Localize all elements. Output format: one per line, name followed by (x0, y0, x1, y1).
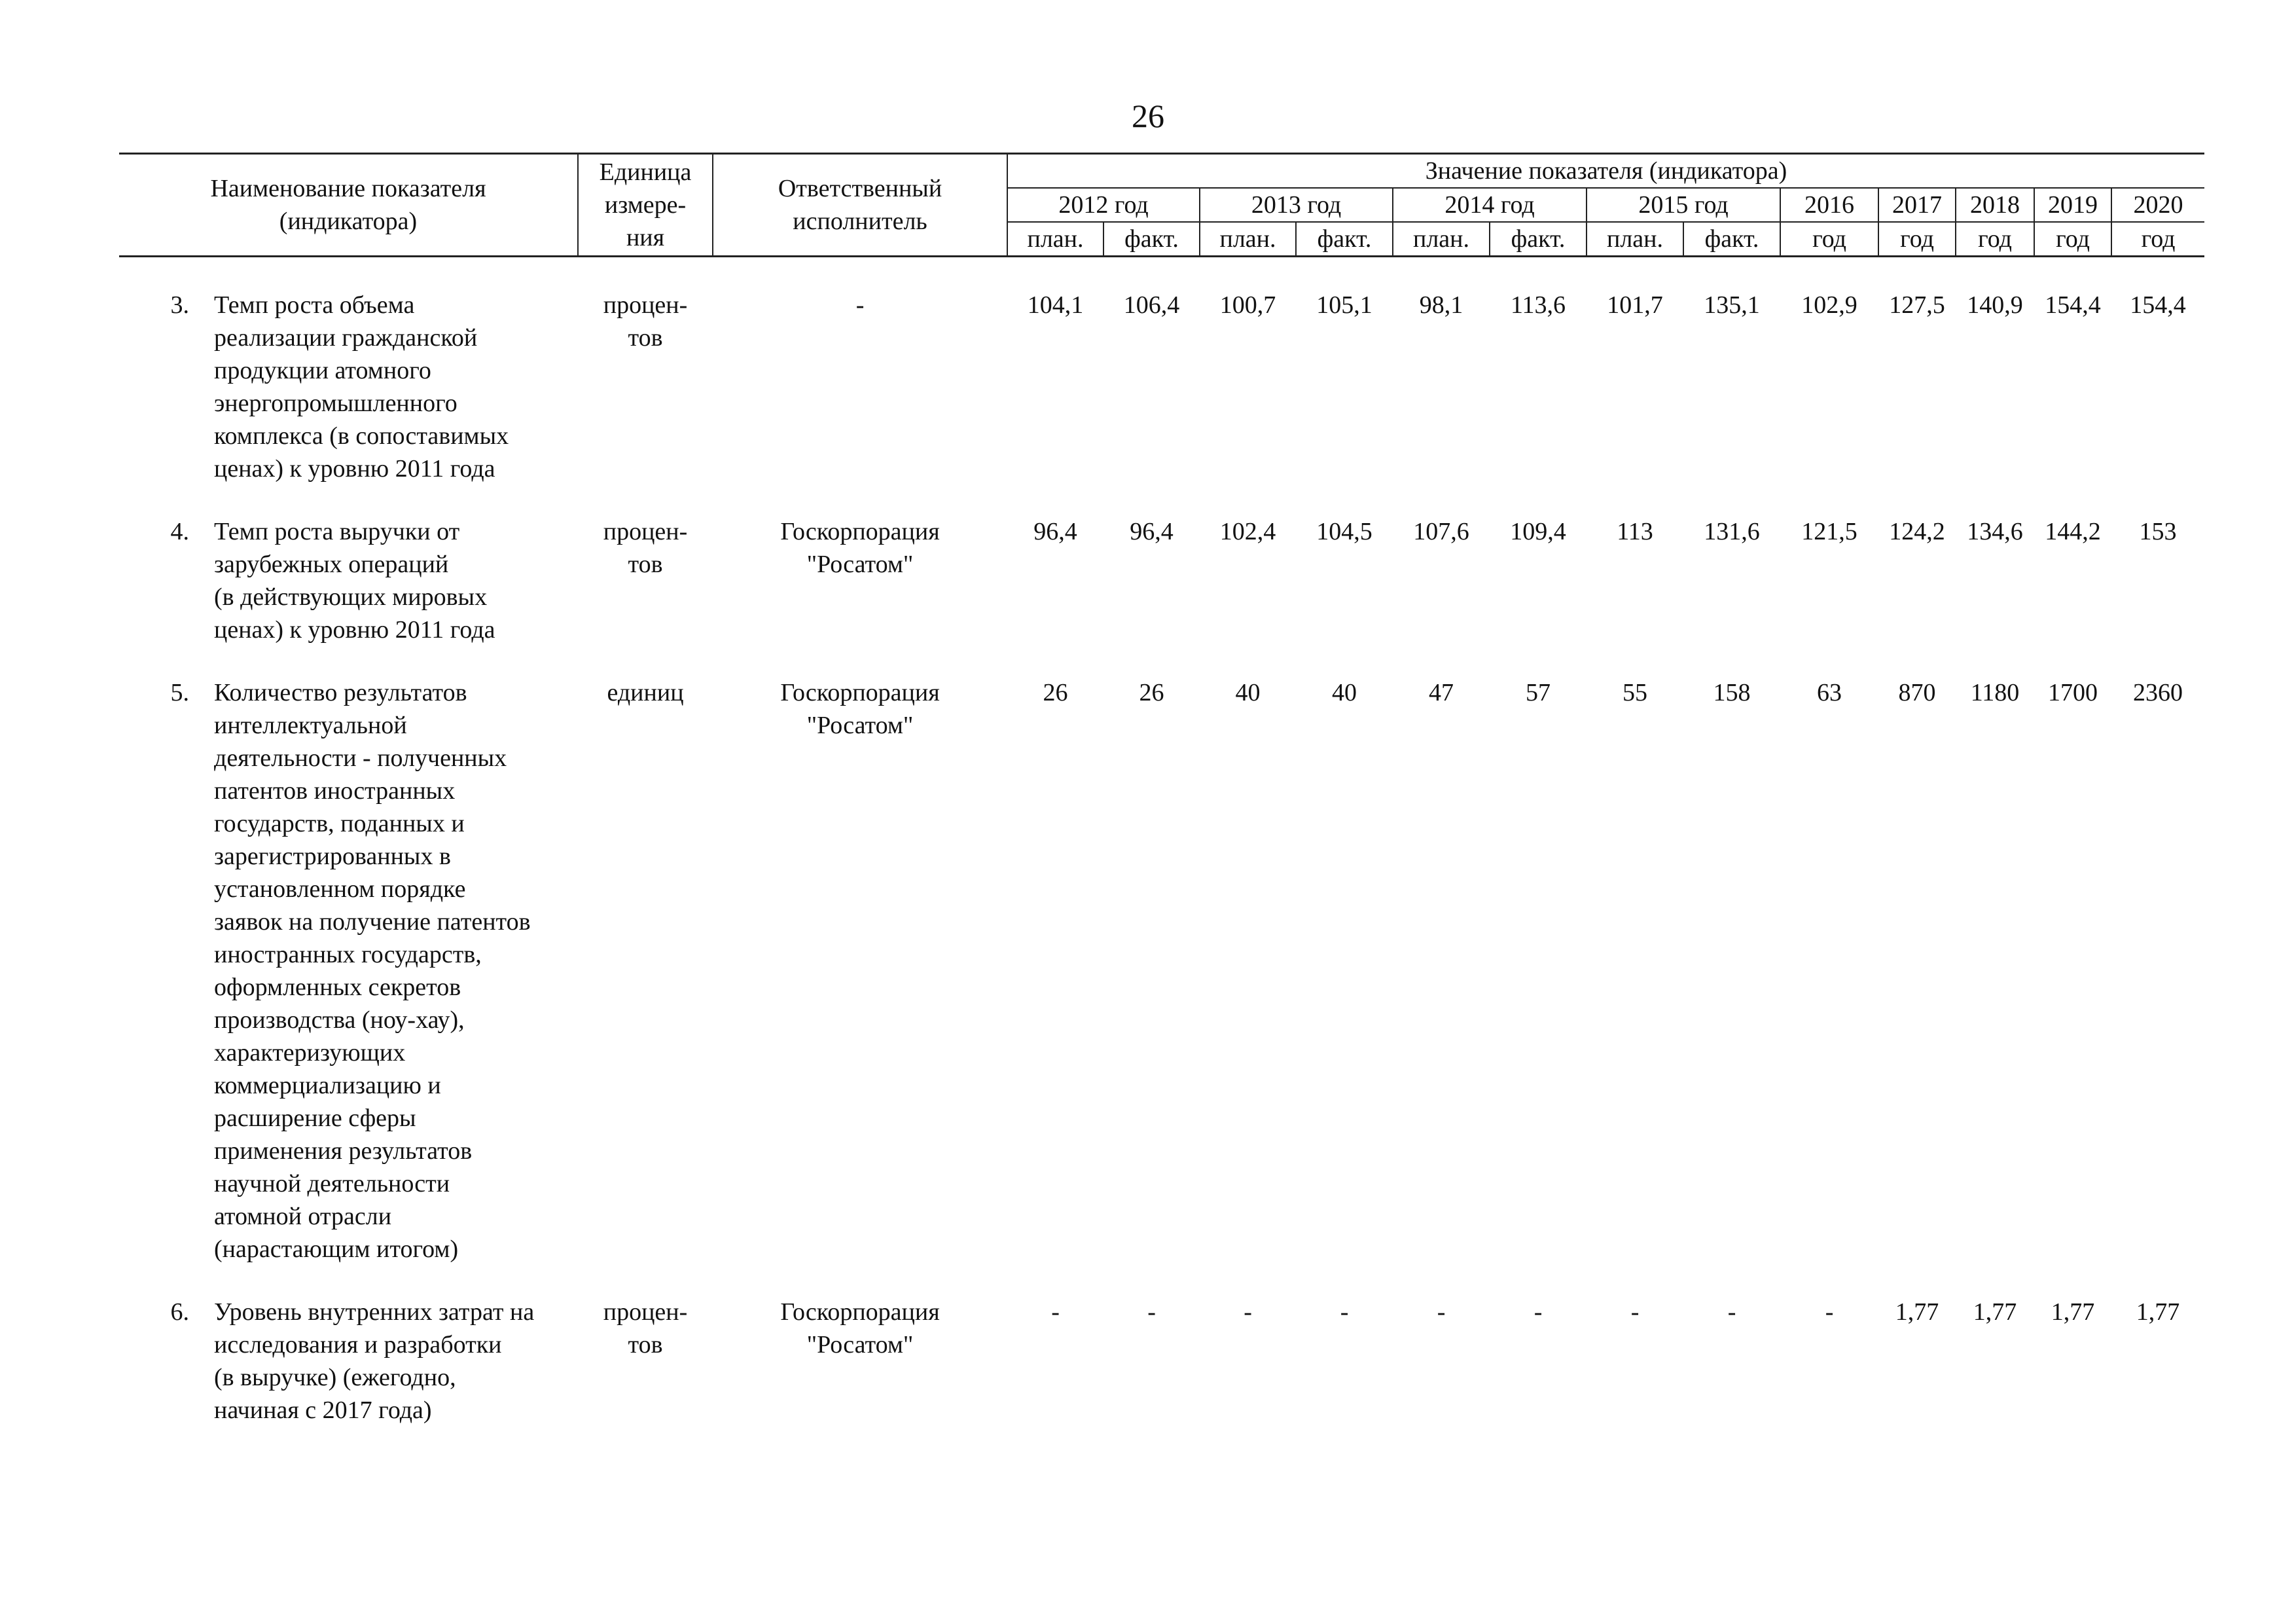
responsible-line: - (855, 291, 865, 319)
unit-header-line: Единица (599, 158, 692, 186)
value-cell: 96,4 (1033, 518, 1077, 545)
value-cell: 154,4 (2045, 291, 2101, 319)
value-cell: 107,6 (1413, 518, 1469, 545)
unit-line: процен- (603, 1298, 688, 1326)
row-number: 4. (170, 518, 189, 545)
value-cell: 153 (2139, 518, 2177, 545)
indicator-name-line: комплекса (в сопоставимых (214, 422, 509, 450)
value-cell: 105,1 (1316, 291, 1372, 319)
year-2018-header: 2018 (1956, 188, 2034, 222)
indicator-name-line: установленном порядке (214, 875, 466, 903)
fact-header: факт. (1296, 222, 1393, 257)
value-cell: 1,77 (2051, 1298, 2095, 1326)
value-cell: 106,4 (1123, 291, 1180, 319)
responsible-column-header (713, 154, 1007, 257)
year-2013-header: 2013 год (1200, 188, 1393, 222)
unit-header-line: ния (626, 224, 665, 251)
value-cell: 109,4 (1510, 518, 1566, 545)
fact-header: факт. (1683, 222, 1780, 257)
table-header (119, 154, 2204, 257)
value-cell: 63 (1817, 679, 1842, 706)
year-word-header: год (1878, 222, 1956, 257)
unit-line: тов (628, 551, 663, 578)
value-cell: - (1147, 1298, 1156, 1326)
indicator-name-line: оформленных секретов (214, 974, 461, 1001)
year-2014-header: 2014 год (1393, 188, 1587, 222)
year-word-header: год (2111, 222, 2204, 257)
value-cell: 1,77 (1973, 1298, 2017, 1326)
indicator-name-line: атомной отрасли (214, 1203, 392, 1230)
unit-line: тов (628, 324, 663, 352)
value-cell: 26 (1139, 679, 1164, 706)
row-number: 6. (170, 1298, 189, 1326)
indicator-name (205, 676, 578, 1266)
indicator-name-line: (в выручке) (ежегодно, (214, 1364, 456, 1391)
responsible-line: "Росатом" (806, 1331, 914, 1359)
indicator-name-line: характеризующих (214, 1039, 406, 1067)
unit-line: тов (628, 1331, 663, 1359)
value-cell: 98,1 (1419, 291, 1463, 319)
value-cell: 135,1 (1704, 291, 1760, 319)
unit-column-header (578, 154, 713, 257)
indicator-name-line: продукции атомного (214, 357, 431, 384)
year-2017-header: 2017 (1878, 188, 1956, 222)
value-cell: 158 (1713, 679, 1751, 706)
unit-cell (578, 1296, 713, 1427)
year-2012-header: 2012 год (1007, 188, 1200, 222)
indicator-name-line: энергопромышленного (214, 390, 457, 417)
value-cell: 131,6 (1704, 518, 1760, 545)
indicator-name (205, 515, 578, 646)
value-cell: - (1825, 1298, 1834, 1326)
indicator-name-line: ценах) к уровню 2011 года (214, 616, 495, 644)
indicator-name-line: исследования и разработки (214, 1331, 502, 1359)
value-cell: 40 (1332, 679, 1357, 706)
table-row (119, 289, 2204, 485)
year-2020-header: 2020 (2111, 188, 2204, 222)
indicator-name-line: патентов иностранных (214, 777, 456, 805)
page-number: 26 (1132, 98, 1164, 134)
indicator-name-line: применения результатов (214, 1137, 473, 1165)
value-group-header: Значение показателя (индикатора) (1007, 154, 2204, 189)
year-2015-header: 2015 год (1587, 188, 1780, 222)
value-cell: 134,6 (1967, 518, 2023, 545)
unit-line: процен- (603, 291, 688, 319)
responsible-header-line: исполнитель (793, 208, 927, 235)
indicator-name-line: заявок на получение патентов (214, 908, 531, 936)
name-header-line: Наименование показателя (210, 175, 486, 202)
plan-header: план. (1007, 222, 1103, 257)
indicator-name-line: (в действующих мировых (214, 583, 488, 611)
indicator-name-line: Темп роста выручки от (214, 518, 460, 545)
table-row (119, 676, 2204, 1266)
fact-header: факт. (1103, 222, 1200, 257)
indicator-name-line: интеллектуальной (214, 712, 407, 739)
value-cell: 1180 (1970, 679, 2020, 706)
responsible-cell (713, 1296, 1007, 1427)
value-cell: - (1051, 1298, 1060, 1326)
value-cell: 121,5 (1801, 518, 1857, 545)
year-word-header: год (1956, 222, 2034, 257)
unit-cell (578, 289, 713, 485)
value-cell: 40 (1235, 679, 1261, 706)
value-cell: 96,4 (1130, 518, 1174, 545)
value-cell: - (1630, 1298, 1640, 1326)
table-body (119, 257, 2204, 1427)
value-cell: 1,77 (2136, 1298, 2180, 1326)
year-2016-header: 2016 (1780, 188, 1878, 222)
indicator-name-line: научной деятельности (214, 1170, 450, 1197)
indicator-name-line: (нарастающим итогом) (214, 1235, 459, 1263)
indicator-name-line: зарегистрированных в (214, 843, 451, 870)
indicator-name-line: коммерциализацию и (214, 1072, 441, 1099)
indicator-name-line: государств, поданных и (214, 810, 465, 837)
value-cell: 26 (1043, 679, 1068, 706)
value-cell: 47 (1429, 679, 1454, 706)
indicator-name-line: начиная с 2017 года) (214, 1396, 432, 1424)
value-cell: 101,7 (1607, 291, 1663, 319)
value-cell: 104,5 (1316, 518, 1372, 545)
year-word-header: год (1780, 222, 1878, 257)
value-cell: 57 (1526, 679, 1551, 706)
value-cell: 144,2 (2045, 518, 2101, 545)
table-row (119, 1296, 2204, 1427)
indicator-name-line: ценах) к уровню 2011 года (214, 455, 495, 483)
plan-header: план. (1200, 222, 1296, 257)
value-cell: - (1244, 1298, 1252, 1326)
value-cell: 154,4 (2130, 291, 2186, 319)
unit-line: единиц (607, 679, 684, 706)
indicator-name-line: реализации гражданской (214, 324, 478, 352)
value-cell: 104,1 (1027, 291, 1084, 319)
value-cell: 2360 (2133, 679, 2183, 706)
fact-header: факт. (1490, 222, 1587, 257)
indicator-name-line: иностранных государств, (214, 941, 482, 968)
responsible-cell (713, 515, 1007, 646)
responsible-cell (713, 289, 1007, 485)
row-number: 3. (170, 291, 189, 319)
unit-cell (578, 676, 713, 1266)
indicator-name-line: расширение сферы (214, 1104, 416, 1132)
value-cell: 102,9 (1801, 291, 1857, 319)
unit-line: процен- (603, 518, 688, 545)
indicator-name-line: Количество результатов (214, 679, 467, 706)
indicator-name-line: зарубежных операций (214, 551, 449, 578)
value-cell: 55 (1623, 679, 1648, 706)
responsible-line: Госкорпорация (780, 1298, 940, 1326)
value-cell: - (1534, 1298, 1543, 1326)
value-cell: - (1727, 1298, 1736, 1326)
name-column-header (119, 154, 578, 257)
plan-header: план. (1393, 222, 1490, 257)
name-header-line: (индикатора) (279, 208, 418, 235)
table-row (119, 515, 2204, 646)
year-word-header: год (2034, 222, 2111, 257)
row-number: 5. (170, 679, 189, 706)
unit-header-line: измере- (604, 191, 687, 219)
indicator-name (205, 289, 578, 485)
responsible-cell (713, 676, 1007, 1266)
year-2019-header: 2019 (2034, 188, 2111, 222)
indicator-name-line: производства (ноу-хау), (214, 1006, 465, 1034)
value-cell: 1,77 (1895, 1298, 1939, 1326)
value-cell: 140,9 (1967, 291, 2023, 319)
value-cell: 1700 (2048, 679, 2098, 706)
value-cell: 102,4 (1219, 518, 1276, 545)
plan-header: план. (1587, 222, 1683, 257)
value-cell: 113,6 (1510, 291, 1566, 319)
responsible-header-line: Ответственный (778, 175, 942, 202)
value-cell: 100,7 (1219, 291, 1276, 319)
indicator-table (119, 153, 2204, 1427)
responsible-line: Госкорпорация (780, 679, 940, 706)
value-cell: - (1340, 1298, 1349, 1326)
value-cell: 124,2 (1889, 518, 1945, 545)
value-cell: 127,5 (1889, 291, 1945, 319)
responsible-line: "Росатом" (806, 551, 914, 578)
indicator-name-line: Темп роста объема (214, 291, 415, 319)
indicator-name-line: Уровень внутренних затрат на (214, 1298, 535, 1326)
value-cell: - (1437, 1298, 1446, 1326)
indicator-name-line: деятельности - полученных (214, 744, 507, 772)
responsible-line: Госкорпорация (780, 518, 940, 545)
value-cell: 870 (1898, 679, 1936, 706)
value-cell: 113 (1617, 518, 1653, 545)
responsible-line: "Росатом" (806, 712, 914, 739)
unit-cell (578, 515, 713, 646)
indicator-name (205, 1296, 578, 1427)
